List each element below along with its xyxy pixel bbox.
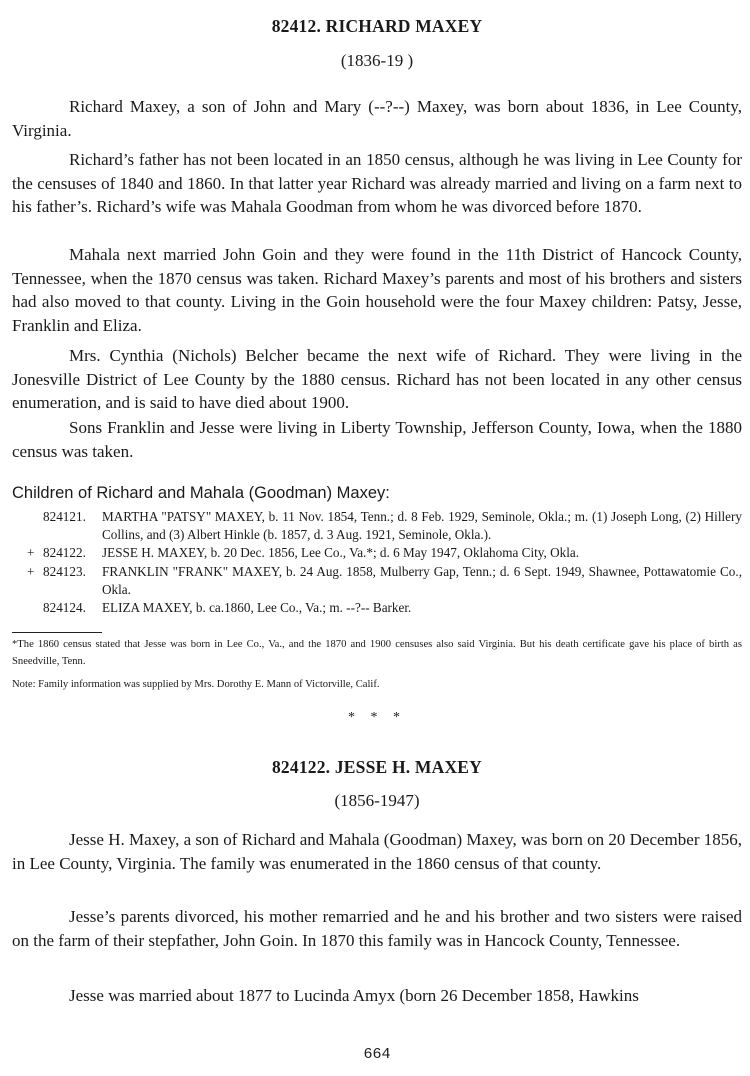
footnote-census: *The 1860 census stated that Jesse was born in Lee Co., Va., and the 1870 and 1900 censuses also said Virginia. But his death certificate gave his place of birth as Sneedville, Tenn. — [12, 639, 742, 667]
paragraph-sons-iowa: Sons Franklin and Jesse were living in Liberty Township, Jefferson County, Iowa, when the 1880 census was taken. — [12, 418, 742, 461]
paragraph-second-wife: Mrs. Cynthia (Nichols) Belcher became the next wife of Richard. They were living in the Jonesville District of Lee County by the 1880 census. Richard has not been located in any other census enumeration, and is said to have died about 1900. — [12, 346, 742, 412]
child-text: MARTHA "PATSY" MAXEY, b. 11 Nov. 1854, Tenn.; d. 8 Feb. 1929, Seminole, Okla.; m. (1) Joseph Long, (2) Hillery Collins, and (3) Albert Hinkle (b. 1857, d. 3 Aug. 1921, Seminole, Okla.). — [102, 509, 742, 542]
child-entry-824122 — [12, 544, 742, 562]
children-heading: Children of Richard and Mahala (Goodman) Maxey: — [12, 484, 390, 502]
child-number: 824124. — [43, 600, 86, 615]
child-plus-marker: + — [27, 545, 35, 560]
section-title-richard-maxey: 82412. RICHARD MAXEY — [271, 16, 483, 36]
child-entry-824124 — [12, 599, 742, 617]
paragraph-jesse-birth: Jesse H. Maxey, a son of Richard and Mahala (Goodman) Maxey, was born on 20 December 1856, in Lee County, Virginia. The family was enumerated in the 1860 census of that county. — [12, 830, 742, 873]
child-plus-marker: + — [27, 564, 35, 579]
child-number: 824123. — [43, 564, 86, 579]
child-entry-824121 — [12, 508, 742, 544]
page-number: 664 — [363, 1046, 391, 1063]
section-dates-jesse-maxey: (1856-1947) — [334, 791, 420, 810]
paragraph-richard-birth: Richard Maxey, a son of John and Mary (--?--) Maxey, was born about 1836, in Lee County, Virginia. — [12, 97, 742, 140]
child-text: ELIZA MAXEY, b. ca.1860, Lee Co., Va.; m. --?-- Barker. — [102, 600, 412, 615]
footnote-family-source: Note: Family information was supplied by Mrs. Dorothy E. Mann of Victorville, Calif. — [12, 679, 380, 690]
footnote-rule — [12, 632, 102, 633]
section-separator: * * * — [348, 710, 406, 725]
section-title-jesse-maxey: 824122. JESSE H. MAXEY — [271, 757, 483, 777]
paragraph-mahala-remarriage: Mahala next married John Goin and they were found in the 11th District of Hancock County, Tennessee, when the 1870 census was taken. Richard Maxey’s parents and most of his brothers and sisters had also moved to that county. Living in the Goin household were the four Maxey children: Patsy, Jesse, Franklin and Eliza. — [12, 245, 742, 335]
paragraph-richard-father-census: Richard’s father has not been located in an 1850 census, although he was living in Lee County for the censuses of 1840 and 1860. In that latter year Richard was already married and living on a farm next to his father’s. Richard’s wife was Mahala Goodman from whom he was divorced before 1870. — [12, 150, 742, 216]
child-number: 824122. — [43, 545, 86, 560]
paragraph-jesse-marriage: Jesse was married about 1877 to Lucinda Amyx (born 26 December 1858, Hawkins — [69, 986, 639, 1005]
section-dates-richard-maxey: (1836-19 ) — [340, 51, 414, 70]
child-text: JESSE H. MAXEY, b. 20 Dec. 1856, Lee Co., Va.*; d. 6 May 1947, Oklahoma City, Okla. — [102, 545, 580, 560]
child-entry-824123 — [12, 563, 742, 599]
child-number: 824121. — [43, 509, 86, 524]
child-text: FRANKLIN "FRANK" MAXEY, b. 24 Aug. 1858, Mulberry Gap, Tenn.; d. 6 Sept. 1949, Shawnee, Pottawatomie Co., Okla. — [102, 564, 742, 597]
paragraph-jesse-stepfather: Jesse’s parents divorced, his mother remarried and he and his brother and two sisters were raised on the farm of their stepfather, John Goin. In 1870 this family was in Hancock County, Tennessee. — [12, 907, 742, 950]
